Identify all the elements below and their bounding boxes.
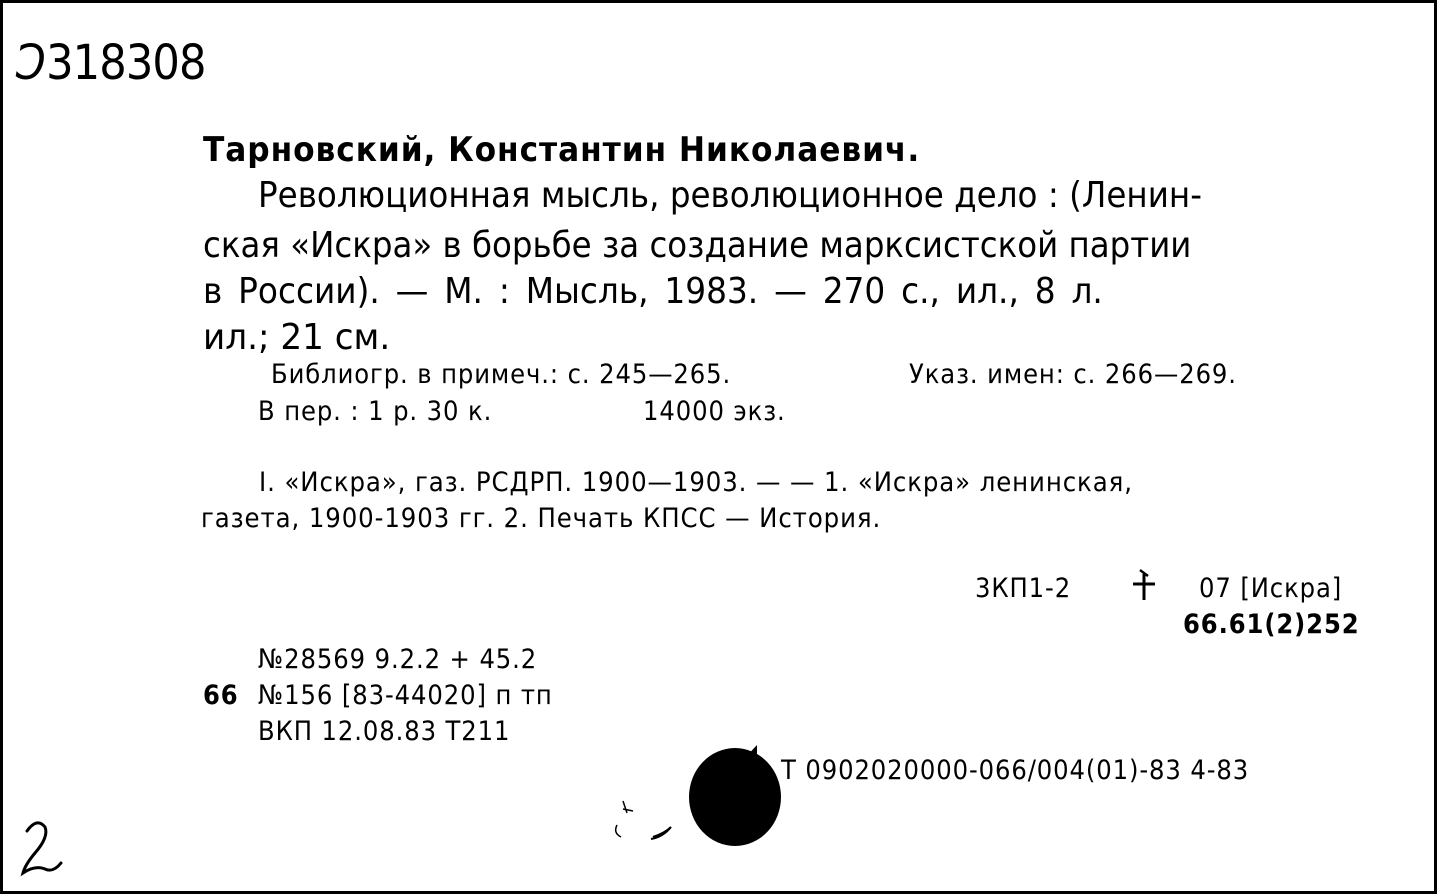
ink-blot	[689, 748, 781, 846]
handwritten-call-number	[13, 35, 206, 91]
classification-code: 3КП1-2	[975, 573, 1072, 604]
record-line-2: №156 [83-44020] п тп	[258, 680, 553, 711]
record-line-1: №28569 9.2.2 + 45.2	[258, 644, 538, 675]
record-line-3: ВКП 12.08.83 Т211	[258, 716, 511, 747]
handwritten-two-icon	[15, 813, 65, 883]
footer-code: Т 0902020000-066/004(01)-83 4-83	[781, 755, 1250, 786]
title-line-3: в России). — М. : Мысль, 1983. — 270 с., ил., 8 л.	[203, 271, 1103, 312]
note-bibliography: Библиогр. в примеч.: с. 245—265.	[271, 359, 732, 390]
handwritten-prefix: Ɔ	[13, 35, 43, 91]
title-line-1: Революционная мысль, революционное дело : (Ленин-	[258, 175, 1202, 216]
classification-bbk: 66.61(2)252	[1183, 609, 1360, 640]
note-price: В пер. : 1 р. 30 к.	[258, 396, 493, 427]
title-line-2: ская «Искра» в борьбе за создание марксистской партии	[203, 225, 1192, 266]
note-copies: 14000 экз.	[643, 396, 786, 427]
title-line-4: ил.; 21 см.	[203, 317, 391, 358]
cross-mark-icon	[1131, 566, 1157, 602]
subject-line-1: I. «Искра», газ. РСДРП. 1900—1903. — — 1. «Искра» ленинская,	[259, 467, 1133, 498]
record-prefix: 66	[203, 680, 239, 711]
subject-line-2: газета, 1900-1903 гг. 2. Печать КПСС — История.	[201, 503, 882, 534]
handwritten-number: 318308	[46, 35, 206, 91]
author-heading: Тарновский, Константин Николаевич.	[203, 130, 921, 170]
classification-iskra: 07 [Искра]	[1199, 573, 1343, 604]
pencil-scribble-icon	[603, 793, 683, 843]
note-index: Указ. имен: с. 266—269.	[909, 359, 1237, 390]
